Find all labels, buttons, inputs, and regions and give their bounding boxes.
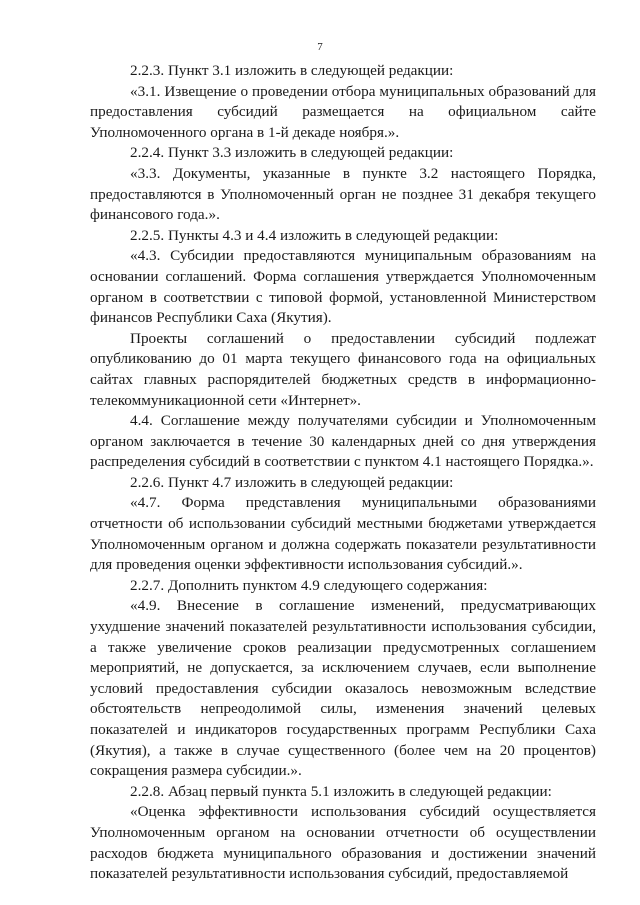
paragraph-3-3: «3.3. Документы, указанные в пункте 3.2 настоящего Порядка, предоставляются в Уполномоченный орган не позднее 31 декабря текущего финансового года.». xyxy=(90,164,596,224)
document-body xyxy=(90,61,596,885)
paragraph-2-2-5: 2.2.5. Пункты 4.3 и 4.4 изложить в следующей редакции: xyxy=(130,226,499,244)
paragraph-2-2-8: 2.2.8. Абзац первый пункта 5.1 изложить в следующей редакции: xyxy=(130,782,552,800)
paragraph-4-7: «4.7. Форма представления муниципальными образованиями отчетности об использовании субсидий местными бюджетами утверждается Уполномоченным органом и должна содержать показатели результативности для проведения оценки эффективности использования субсидий.». xyxy=(90,494,596,574)
paragraph-3-1: «3.1. Извещение о проведении отбора муниципальных образований для предоставления субсидий размещается на официальном сайте Уполномоченного органа в 1-й декаде ноября.». xyxy=(90,82,596,141)
paragraph-2-2-6: 2.2.6. Пункт 4.7 изложить в следующей редакции: xyxy=(130,473,454,491)
paragraph-4-4: 4.4. Соглашение между получателями субсидии и Уполномоченным органом заключается в течение 30 календарных дней со дня утверждения распределения субсидий в соответствии с пунктом 4.1 настоящего Порядка.». xyxy=(90,412,596,471)
paragraph-2-2-3: 2.2.3. Пункт 3.1 изложить в следующей редакции: xyxy=(130,62,454,79)
paragraph-5-1: «Оценка эффективности использования субсидий осуществляется Уполномоченным органом на основании отчетности об осуществлении расходов бюджета муниципального образования и достижении значений показателей результативности использования субсидий, предоставляемой xyxy=(90,803,596,883)
paragraph-draft-agreements: Проекты соглашений о предоставлении субсидий подлежат опубликованию до 01 марта текущего финансового года на официальных сайтах главных распорядителей бюджетных средств в информационно-телекоммуникационной сети «Интернет». xyxy=(90,329,596,409)
paragraph-2-2-4: 2.2.4. Пункт 3.3 изложить в следующей редакции: xyxy=(130,144,454,162)
paragraph-2-2-7: 2.2.7. Дополнить пунктом 4.9 следующего содержания: xyxy=(130,576,488,594)
page-number: 7 xyxy=(317,41,323,53)
paragraph-4-9: «4.9. Внесение в соглашение изменений, предусматривающих ухудшение значений показателей результативности использования субсидии, а также увеличение сроков реализации предусмотренных соглашением мероприятий, не допускается, за исключением случаев, если выполнение условий предоставления субсидии оказалось невозможным вследствие обстоятельств непреодолимой силы, изменения значений целевых показателей и индикаторов государственных программ Республики Саха (Якутия), а также в случае существенного (более чем на 20 процентов) сокращения размера субсидии.». xyxy=(90,597,596,780)
paragraph-4-3: «4.3. Субсидии предоставляются муниципальным образованиям на основании соглашений. Форма соглашения утверждается Уполномоченным органом в соответствии с типовой формой, установленной Министерством финансов Республики Саха (Якутия). xyxy=(90,247,596,327)
